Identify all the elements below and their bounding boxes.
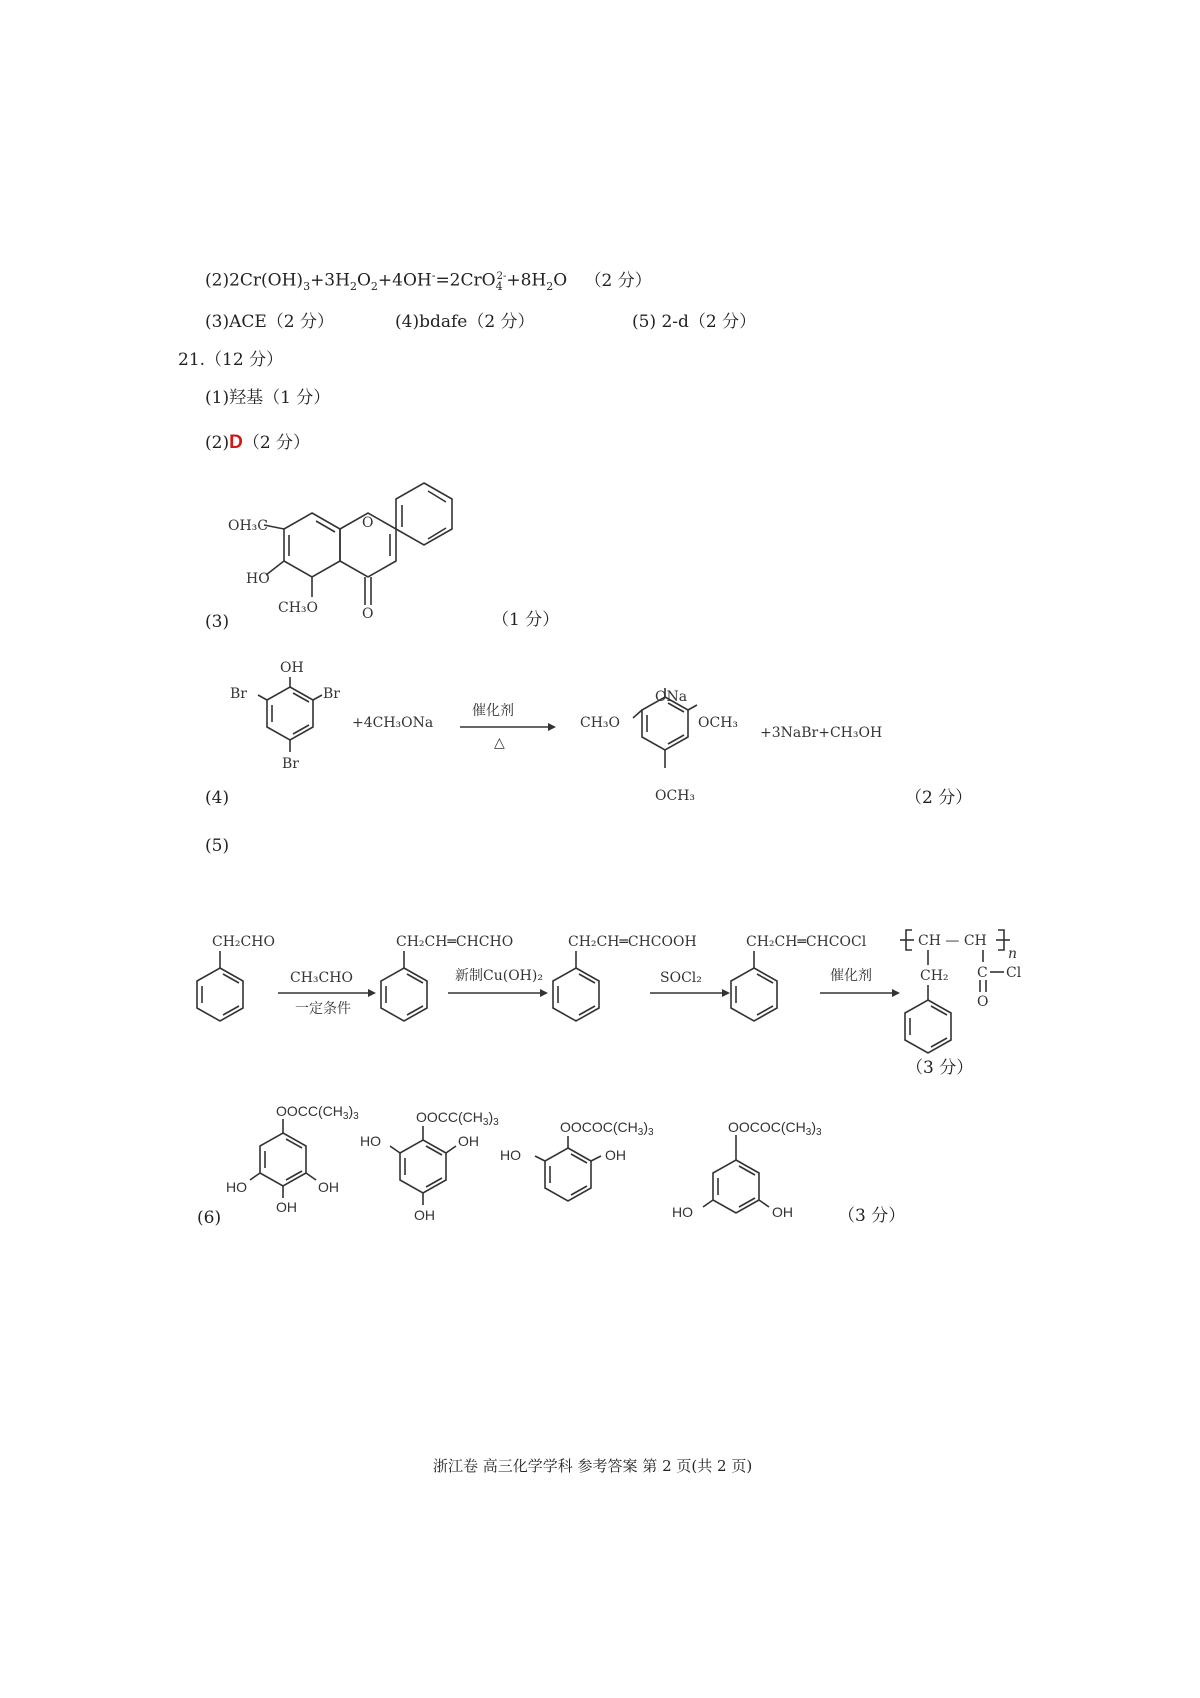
flavone-ch3o-label: CH₃O xyxy=(278,600,319,616)
rxn4-oh-label: OH xyxy=(280,660,304,676)
rxn5-polymer-cl: Cl xyxy=(1006,965,1022,981)
rxn4-br-right: Br xyxy=(323,686,340,702)
flavone-keto-oxygen: O xyxy=(362,606,374,622)
rxn4-br-bottom: Br xyxy=(282,756,299,772)
isomer-d-ester: $OOCOC(CH_3)_3$ xyxy=(728,1119,822,1138)
rxn4-ona-label: ONa xyxy=(655,689,688,705)
rxn5-polymer-n: n xyxy=(1008,946,1018,962)
isomer-d-ho: HO xyxy=(672,1204,693,1220)
q21-part3-label: (3) xyxy=(205,612,230,632)
isomers-6 xyxy=(226,1103,822,1223)
page-footer: 浙江卷 高三化学学科 参考答案 第 2 页(共 2 页) xyxy=(433,1457,753,1475)
isomer-b-ho: HO xyxy=(360,1133,381,1149)
isomer-d-oh: OH xyxy=(772,1204,793,1220)
flavone-ring-oxygen: O xyxy=(362,515,374,531)
isomer-c-ester: $OOCOC(CH_3)_3$ xyxy=(560,1119,654,1138)
q20-part4: (4)bdafe（2 分） xyxy=(395,312,535,332)
rxn4-och3-bottom: OCH₃ xyxy=(655,788,696,804)
rxn5-intermediate-2: CH₂CH═CHCOOH xyxy=(568,934,697,950)
q21-part2-answer: D xyxy=(229,432,243,453)
rxn4-br-left: Br xyxy=(230,686,247,702)
q21-part4-label: (4) xyxy=(205,788,230,808)
q20-part5: (5) 2-d（2 分） xyxy=(632,312,757,332)
rxn5-intermediate-3: CH₂CH═CHCOCl xyxy=(746,934,867,950)
isomer-a-ho: HO xyxy=(226,1179,247,1195)
rxn5-polymer-oxygen: O xyxy=(977,994,989,1010)
q21-part3-score: （1 分） xyxy=(492,610,560,630)
q21-part6-label: (6) xyxy=(197,1208,222,1228)
isomer-c-ho: HO xyxy=(500,1147,521,1163)
rxn4-reagent: +4CH₃ONa xyxy=(352,715,434,731)
q20-part3: (3)ACE（2 分） xyxy=(205,312,334,332)
isomer-b-ester: $OOCC(CH_3)_3$ xyxy=(416,1109,499,1128)
rxn4-ch3o-left: CH₃O xyxy=(580,715,621,731)
rxn5-intermediate-1: CH₂CH═CHCHO xyxy=(396,934,514,950)
rxn5-step3-reagent: SOCl₂ xyxy=(660,970,702,986)
rxn4-products: +3NaBr+CH₃OH xyxy=(760,725,883,741)
rxn5-start-material: CH₂CHO xyxy=(212,934,275,950)
flavone-structure xyxy=(228,483,452,622)
rxn5-step1-reagent: CH₃CHO xyxy=(290,970,353,986)
isomer-b-oh-bottom: OH xyxy=(414,1207,435,1223)
q21-part5-label: (5) xyxy=(205,836,230,856)
q21-part4-score: （2 分） xyxy=(905,788,973,808)
rxn5-step4-reagent: 催化剂 xyxy=(830,968,872,984)
q21-part1: (1)羟基（1 分） xyxy=(205,388,331,408)
q21-part5-score: （3 分） xyxy=(906,1058,974,1078)
rxn5-polymer-carbon: C xyxy=(977,965,988,981)
q21-title: 21.（12 分） xyxy=(178,350,284,370)
reaction-4 xyxy=(230,660,882,804)
isomer-a-oh-right: OH xyxy=(318,1179,339,1195)
rxn5-polymer-backbone: CH — CH xyxy=(918,933,987,949)
reaction-5 xyxy=(197,930,1022,1053)
rxn4-heat-symbol: △ xyxy=(494,735,505,751)
isomer-c-oh: OH xyxy=(605,1147,626,1163)
q21-part6-score: （3 分） xyxy=(838,1206,906,1226)
flavone-ho-label: HO xyxy=(246,571,270,587)
rxn5-polymer-ch2: CH₂ xyxy=(920,968,949,984)
rxn5-step2-reagent: 新制Cu(OH)₂ xyxy=(455,968,543,984)
isomer-a-ester: $OOCC(CH_3)_3$ xyxy=(276,1103,359,1122)
rxn5-step1-condition: 一定条件 xyxy=(295,1001,351,1017)
rxn4-och3-right: OCH₃ xyxy=(698,715,739,731)
rxn4-catalyst: 催化剂 xyxy=(472,703,514,719)
flavone-och3-label: OH₃C xyxy=(228,518,269,534)
isomer-a-oh-bottom: OH xyxy=(276,1199,297,1215)
isomer-b-oh-right: OH xyxy=(458,1133,479,1149)
q21-part2: (2)D（2 分） xyxy=(205,432,311,453)
q20-part2-equation: $(2)2Cr(OH)_3+3H_2O_2+4OH^-=2CrO_4^{2-}+8H_2O$ （2 分） xyxy=(205,269,652,294)
